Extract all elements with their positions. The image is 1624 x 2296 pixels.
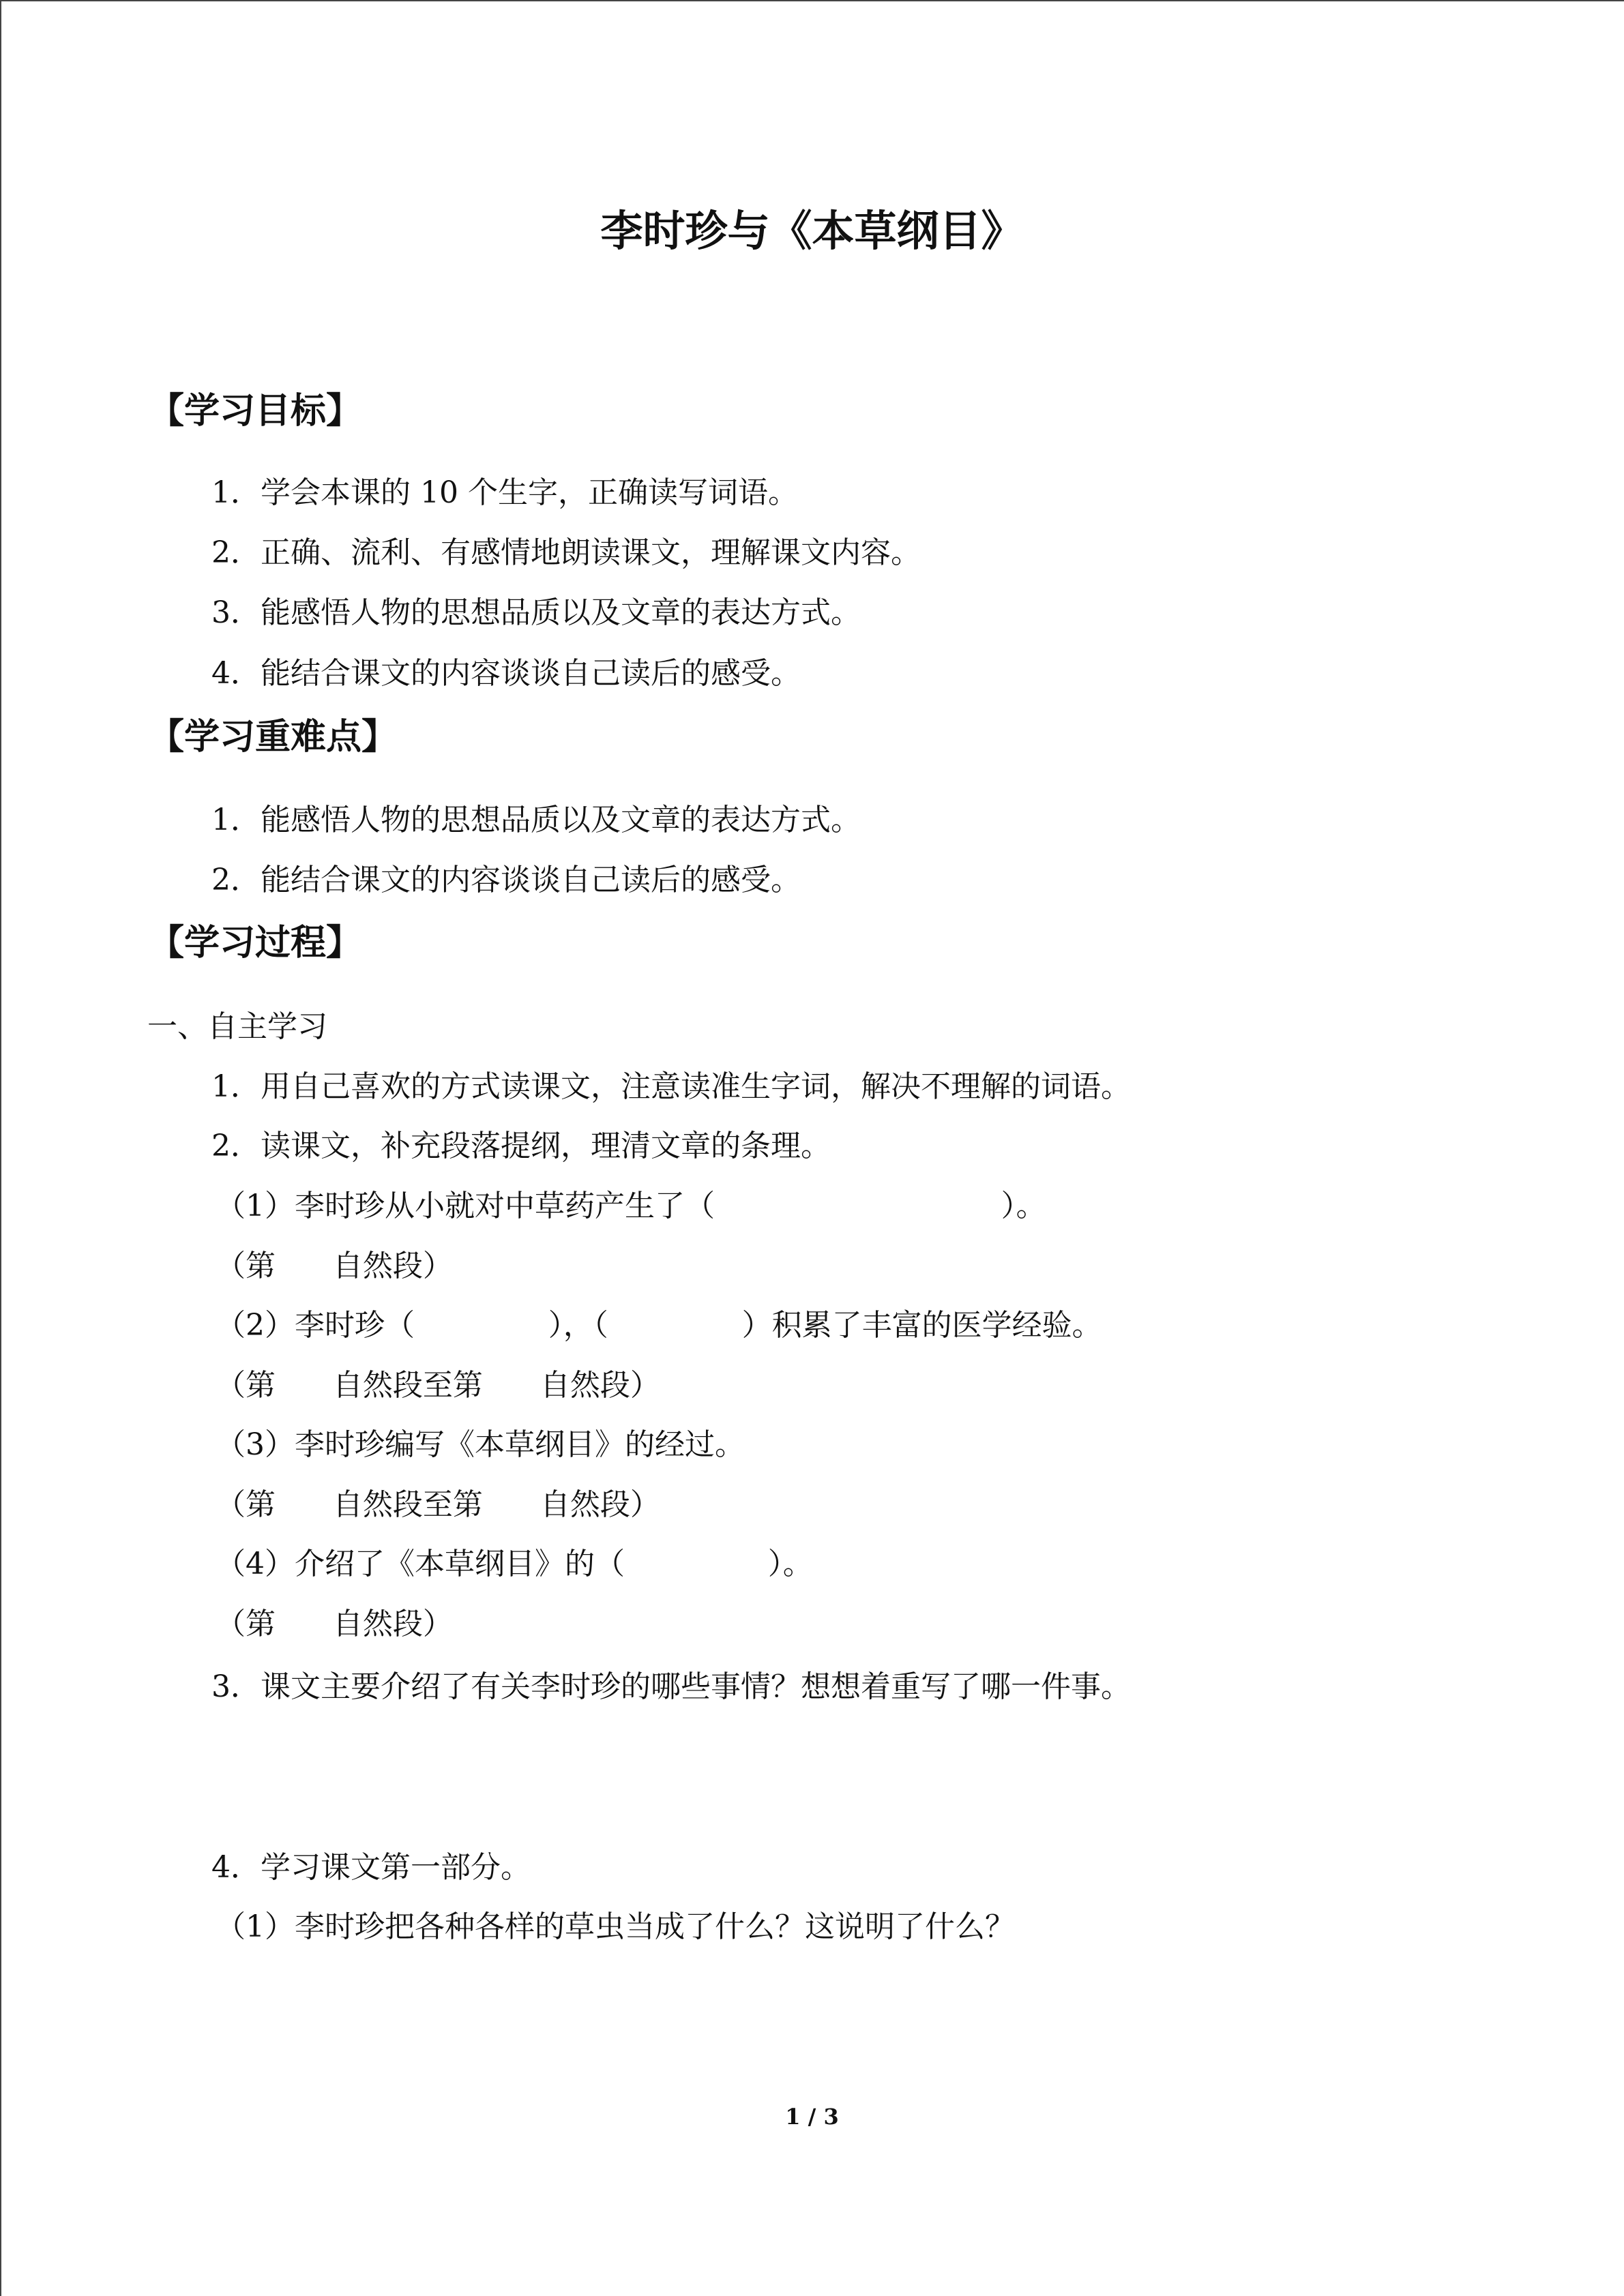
outline-item-2: （2）李时珍（ ），（ ）积累了丰富的医学经验。 bbox=[216, 1308, 1102, 1343]
outline-item-4: （4）介绍了《本草纲目》的（ ）。 bbox=[216, 1547, 813, 1581]
key-point-item-1: 1．能感悟人物的思想品质以及文章的表达方式。 bbox=[211, 803, 861, 837]
outline-item-1: （1）李时珍从小就对中草药产生了（ ）。 bbox=[216, 1189, 1046, 1223]
section-heading-goals: 【学习目标】 bbox=[149, 391, 362, 432]
question-4-1: （1）李时珍把各种各样的草虫当成了什么？这说明了什么？ bbox=[216, 1909, 1015, 1944]
question-3: 3．课文主要介绍了有关李时珍的哪些事情？想想着重写了哪一件事。 bbox=[211, 1669, 1131, 1704]
outline-item-3: （3）李时珍编写《本草纲目》的经过。 bbox=[216, 1427, 745, 1462]
goal-item-1: 1．学会本课的 10 个生字，正确读写词语。 bbox=[211, 475, 798, 510]
part1-title: 一、自主学习 bbox=[147, 1009, 327, 1044]
key-point-item-2: 2．能结合课文的内容谈谈自己读后的感受。 bbox=[211, 863, 801, 897]
page-title: 李时珍与《本草纲目》 bbox=[600, 206, 1024, 256]
section-heading-key-points: 【学习重难点】 bbox=[149, 717, 398, 758]
outline-paragraph-1: （第 自然段） bbox=[216, 1249, 453, 1283]
page-number: 1 / 3 bbox=[785, 2104, 839, 2130]
question-2: 2．读课文，补充段落提纲，理清文章的条理。 bbox=[211, 1129, 831, 1163]
outline-paragraph-4: （第 自然段） bbox=[216, 1607, 453, 1641]
question-1: 1．用自己喜欢的方式读课文，注意读准生字词，解决不理解的词语。 bbox=[211, 1069, 1131, 1104]
goal-item-4: 4．能结合课文的内容谈谈自己读后的感受。 bbox=[211, 656, 801, 691]
question-4: 4．学习课文第一部分。 bbox=[211, 1850, 531, 1885]
outline-paragraph-2: （第 自然段至第 自然段） bbox=[216, 1368, 660, 1403]
outline-paragraph-3: （第 自然段至第 自然段） bbox=[216, 1487, 660, 1522]
goal-item-3: 3．能感悟人物的思想品质以及文章的表达方式。 bbox=[211, 595, 861, 630]
section-heading-process: 【学习过程】 bbox=[149, 923, 362, 964]
goal-item-2: 2．正确、流利、有感情地朗读课文，理解课文内容。 bbox=[211, 535, 921, 570]
